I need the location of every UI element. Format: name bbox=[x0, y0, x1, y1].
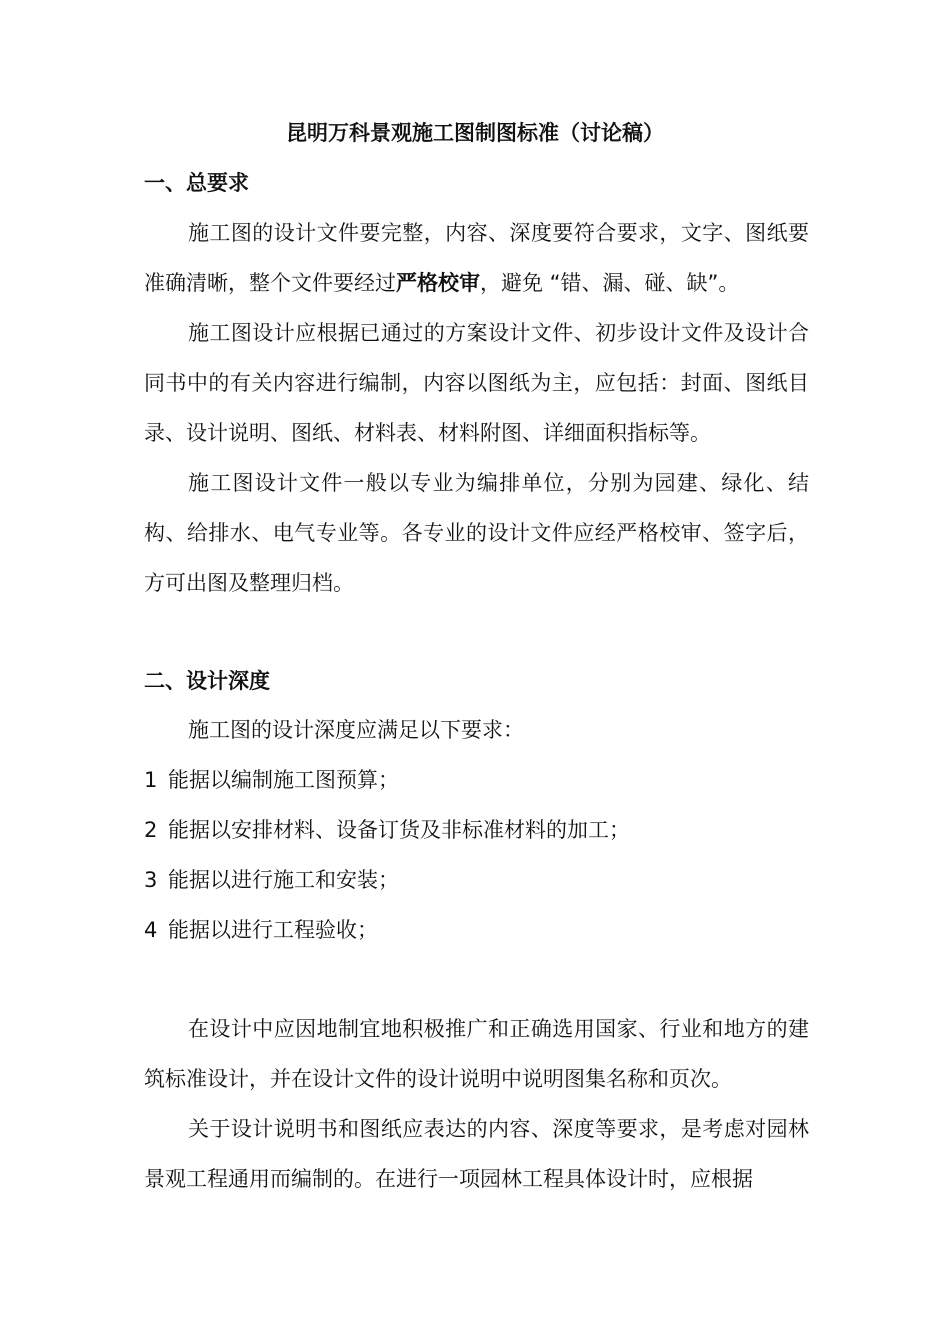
emphasis-strict-review: 严格校审 bbox=[396, 271, 480, 295]
list-item-text: 能据以编制施工图预算； bbox=[168, 768, 399, 792]
list-item bbox=[144, 765, 399, 795]
paragraph-organization: 施工图设计文件一般以专业为编排单位，分别为园建、绿化、结构、给排水、电气专业等。各专业的设计文件应经严格校审、签字后，方可出图及整理归档。 bbox=[144, 471, 809, 595]
paragraph-text: 施工图的设计文件要完整，内容、深度要符合要求，文字、图纸要准确清晰，整个文件要经过 bbox=[144, 221, 809, 295]
list-item-text: 能据以进行工程验收； bbox=[168, 918, 378, 942]
list-item-text: 能据以进行施工和安装； bbox=[168, 868, 399, 892]
list-item-number: 1 bbox=[144, 768, 158, 792]
section-heading-design-depth: 二、设计深度 bbox=[144, 669, 270, 693]
document-title: 昆明万科景观施工图制图标准（讨论稿） bbox=[286, 121, 664, 145]
section-heading-general-requirements: 一、总要求 bbox=[144, 171, 249, 195]
list-item-text: 能据以安排材料、设备订货及非标准材料的加工； bbox=[168, 818, 630, 842]
paragraph-basis: 施工图设计应根据已通过的方案设计文件、初步设计文件及设计合同书中的有关内容进行编制，内容以图纸为主，应包括：封面、图纸目录、设计说明、图纸、材料表、材料附图、详细面积指标等。 bbox=[144, 321, 809, 445]
paragraph-standard-design: 在设计中应因地制宜地积极推广和正确选用国家、行业和地方的建筑标准设计，并在设计文件的设计说明中说明图集名称和页次。 bbox=[144, 1017, 809, 1091]
list-item bbox=[144, 815, 630, 845]
list-item-number: 4 bbox=[144, 918, 158, 942]
list-item-number: 3 bbox=[144, 868, 158, 892]
list-item-number: 2 bbox=[144, 818, 158, 842]
paragraph-completeness bbox=[144, 208, 809, 308]
list-item bbox=[144, 865, 399, 895]
list-item bbox=[144, 915, 378, 945]
paragraph-general-applicability: 关于设计说明书和图纸应表达的内容、深度等要求，是考虑对园林景观工程通用而编制的。在进行一项园林工程具体设计时，应根据 bbox=[144, 1117, 809, 1191]
paragraph-text: ，避免 “错、漏、碰、缺”。 bbox=[480, 271, 740, 295]
depth-intro: 施工图的设计深度应满足以下要求： bbox=[188, 718, 524, 742]
